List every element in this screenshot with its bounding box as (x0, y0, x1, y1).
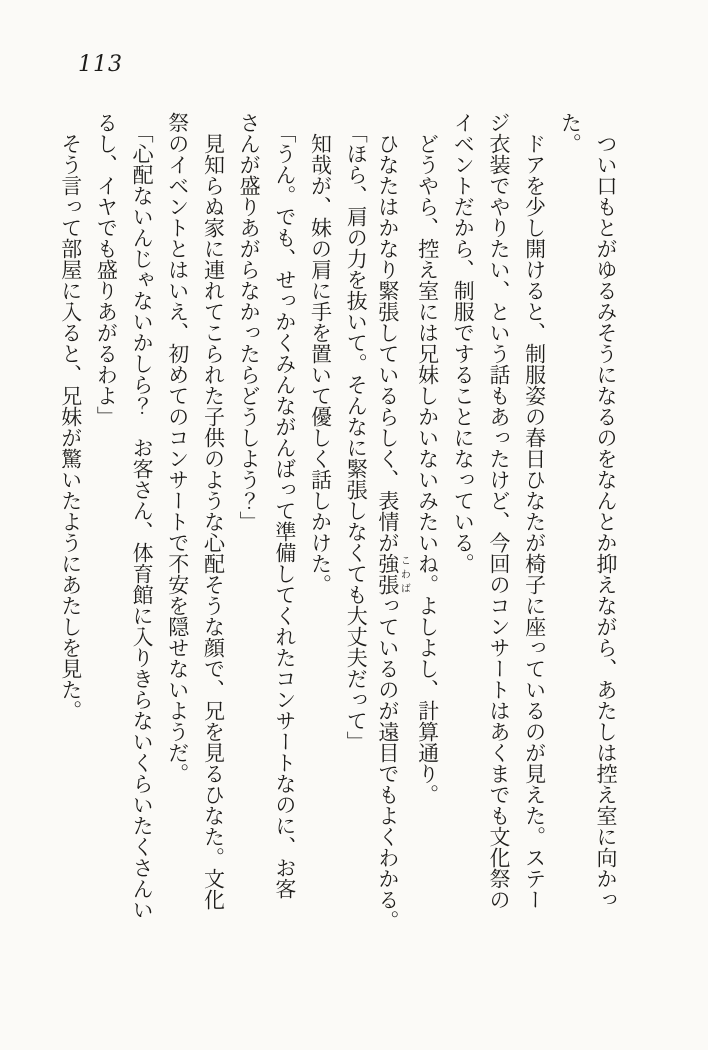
text-column-9: 知哉が、妹の肩に手を置いて優しく話しかけた。 (308, 133, 333, 595)
text-column-6: どうやら、控え室には兄妹しかいないみたいね。よしよし、計算通り。 (415, 133, 440, 805)
text-column-3: ドアを少し開けると、制服姿の春日ひなたが椅子に座っているのが見えた。ステー (522, 133, 547, 910)
text-before-ruby: ひなたはかなり緊張しているらしく、表情が (375, 133, 400, 553)
text-column-8: 「ほら、肩の力を抜いて。そんなに緊張しなくても大丈夫だって」 (344, 122, 369, 752)
furigana-word (375, 553, 410, 595)
text-column-2: た。 (558, 112, 583, 154)
page-number: 113 (78, 52, 123, 77)
ruby-base-text: 強張 (375, 553, 400, 595)
text-column-10: 「うん。でも、せっかくみんながんばって準備してくれたコンサートなのに、お客 (272, 122, 297, 899)
text-column-7 (373, 112, 409, 960)
text-column-14: 「心配ないんじゃないかしら？ お客さん、体育館に入りきらないくらいたくさんい (130, 122, 155, 920)
text-column-5: イベントだから、制服ですることになっている。 (451, 112, 476, 574)
text-column-13: 祭のイベントとはいえ、初めてのコンサートで不安を隠せないようだ。 (165, 112, 190, 784)
text-column-1: つい口もとがゆるみそうになるのをなんとか抑えながら、あたしは控え室に向かっ (594, 133, 618, 910)
text-after-ruby: っているのが遠目でもよくわかる。 (375, 595, 400, 931)
text-column-15: るし、イヤでも盛りあがるわよ」 (94, 112, 119, 427)
text-column-4: ジ衣装でやりたい、という話もあったけど、今回のコンサートはあくまでも文化祭の (486, 112, 511, 910)
text-column-16: そう言って部屋に入ると、兄妹が驚いたようにあたしを見た。 (58, 133, 83, 721)
ruby-annotation: こわば (398, 553, 410, 595)
text-column-12: 見知らぬ家に連れてこられた子供のような心配そうな顔で、兄を見るひなた。文化 (201, 133, 226, 910)
text-column-11: さんが盛りあがらなかったらどうしよう？」 (237, 112, 262, 532)
vertical-text-block (52, 112, 623, 960)
